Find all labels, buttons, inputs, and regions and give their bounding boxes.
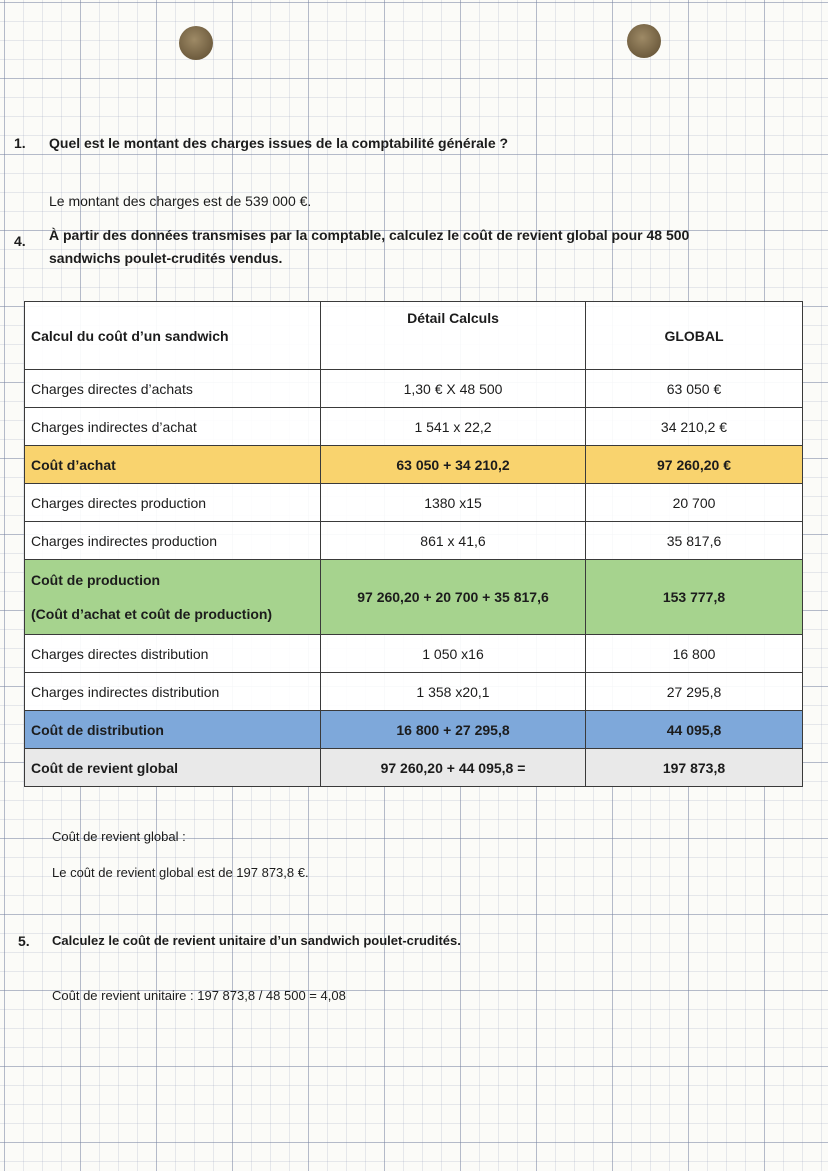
row-global: 16 800 — [586, 635, 803, 673]
table-row — [25, 635, 803, 673]
row-label: Coût de revient global — [25, 749, 321, 787]
row-detail: 16 800 + 27 295,8 — [321, 711, 586, 749]
row-label-line1: Coût de production — [31, 572, 161, 588]
row-label: Coût d’achat — [25, 446, 321, 484]
row-global: 97 260,20 € — [586, 446, 803, 484]
question-4-number: 4. — [14, 233, 26, 249]
row-detail: 1 541 x 22,2 — [321, 408, 586, 446]
question-1-answer: Le montant des charges est de 539 000 €. — [49, 193, 312, 209]
row-global: 34 210,2 € — [586, 408, 803, 446]
row-detail: 861 x 41,6 — [321, 522, 586, 560]
row-global: 44 095,8 — [586, 711, 803, 749]
summary-text: Le coût de revient global est de 197 873,8 €. — [52, 865, 309, 880]
row-label — [25, 560, 321, 635]
header-detail: Détail Calculs — [321, 302, 586, 370]
row-global: 197 873,8 — [586, 749, 803, 787]
question-5-text: Calculez le coût de revient unitaire d’un sandwich poulet-crudités. — [52, 933, 461, 948]
row-label: Charges indirectes d’achat — [25, 408, 321, 446]
table-row-cout-revient-global — [25, 749, 803, 787]
row-label: Charges directes distribution — [25, 635, 321, 673]
row-label: Charges directes d’achats — [25, 370, 321, 408]
table-header-row — [25, 302, 803, 370]
question-4-text-line2: sandwichs poulet-crudités vendus. — [49, 250, 283, 266]
row-label-line2: (Coût d’achat et coût de production) — [31, 606, 273, 622]
row-global: 153 777,8 — [586, 560, 803, 635]
punch-hole-right — [627, 24, 661, 58]
summary-label: Coût de revient global : — [52, 829, 186, 844]
row-detail: 1380 x15 — [321, 484, 586, 522]
punch-hole-left — [179, 26, 213, 60]
row-global: 35 817,6 — [586, 522, 803, 560]
row-detail: 1,30 € X 48 500 — [321, 370, 586, 408]
row-detail: 63 050 + 34 210,2 — [321, 446, 586, 484]
table-row-cout-production — [25, 560, 803, 635]
table-row — [25, 370, 803, 408]
row-label: Coût de distribution — [25, 711, 321, 749]
question-1-text: Quel est le montant des charges issues de la comptabilité générale ? — [49, 135, 509, 151]
table-row — [25, 522, 803, 560]
row-label: Charges indirectes production — [25, 522, 321, 560]
cost-table — [24, 301, 803, 787]
table-row-cout-distribution — [25, 711, 803, 749]
header-calcul: Calcul du coût d’un sandwich — [25, 302, 321, 370]
table-row — [25, 408, 803, 446]
row-global: 27 295,8 — [586, 673, 803, 711]
table-row — [25, 484, 803, 522]
row-label: Charges indirectes distribution — [25, 673, 321, 711]
row-detail: 97 260,20 + 20 700 + 35 817,6 — [321, 560, 586, 635]
row-global: 63 050 € — [586, 370, 803, 408]
row-detail: 1 358 x20,1 — [321, 673, 586, 711]
question-5-answer: Coût de revient unitaire : 197 873,8 / 48 500 = 4,08 — [52, 988, 346, 1003]
row-detail: 1 050 x16 — [321, 635, 586, 673]
table-row — [25, 673, 803, 711]
question-4-text-line1: À partir des données transmises par la comptable, calculez le coût de revient global pour 48 500 — [49, 227, 690, 243]
question-5-number: 5. — [18, 933, 30, 949]
header-global: GLOBAL — [586, 302, 803, 370]
table-row-cout-achat — [25, 446, 803, 484]
row-detail: 97 260,20 + 44 095,8 = — [321, 749, 586, 787]
row-global: 20 700 — [586, 484, 803, 522]
row-label: Charges directes production — [25, 484, 321, 522]
question-1-number: 1. — [14, 135, 26, 151]
